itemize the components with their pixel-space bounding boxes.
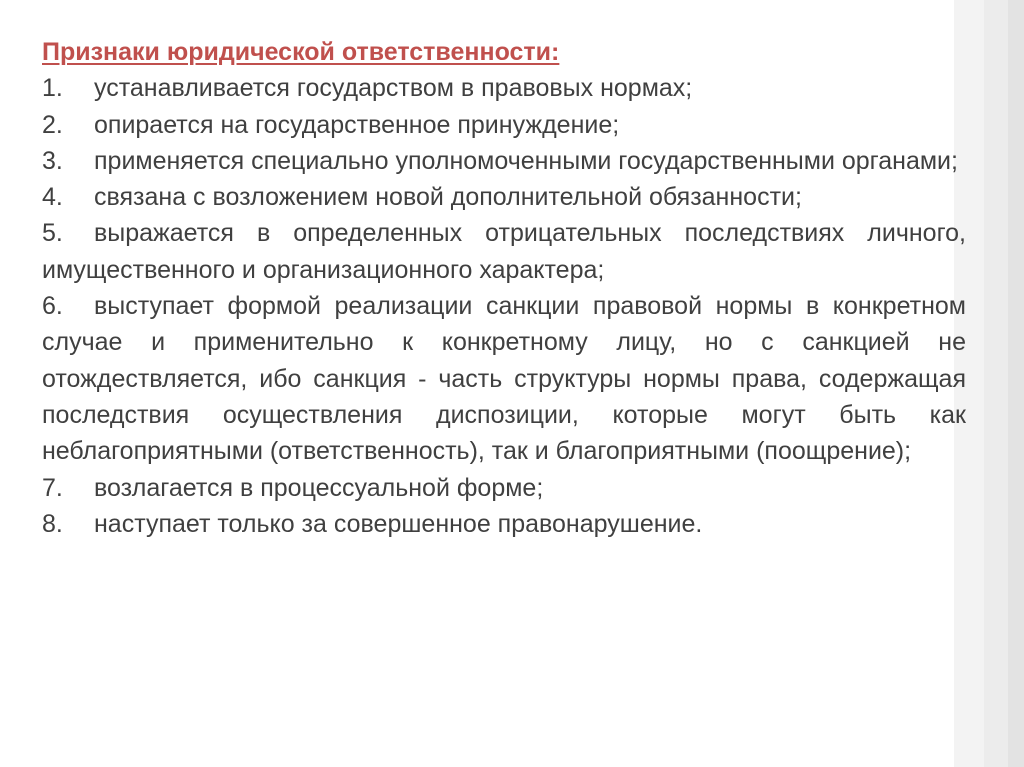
list-item-text: выражается в определенных отрицательных последствиях личного, имущественного и организационного характера;: [42, 219, 966, 284]
list-item: [42, 215, 966, 288]
list-item-number: 7.: [42, 473, 63, 502]
list-item-text: связана с возложением новой дополнительной обязанности;: [94, 183, 802, 212]
list-item: [42, 506, 966, 542]
list-item-text: возлагается в процессуальной форме;: [94, 473, 544, 502]
list-item-text: выступает формой реализации санкции правовой нормы в конкретном случае и применительно к конкретному лицу, но с санкцией не отождествляется, ибо санкция - часть структуры нормы права, содержащая последствия осуществления диспозиции, которые могут быть как неблагоприятными (ответственность), так и благоприятными (поощрение);: [42, 292, 966, 466]
list-item: [42, 107, 966, 143]
list-item: [42, 470, 966, 506]
list-item-text: устанавливается государством в правовых нормах;: [94, 74, 693, 103]
list-item-number: 1.: [42, 74, 63, 103]
slide-title: Признаки юридической ответственности:: [42, 38, 560, 66]
list-item-text: применяется специально уполномоченными государственными органами;: [94, 146, 958, 175]
list-item-number: 3.: [42, 146, 63, 175]
list-item: [42, 143, 966, 179]
list-item-number: 5.: [42, 219, 63, 248]
list-item: [42, 288, 966, 469]
list-item-number: 4.: [42, 183, 63, 212]
list-item-text: наступает только за совершенное правонарушение.: [94, 509, 703, 538]
decorative-side-band-edge: [1008, 0, 1024, 767]
slide-body: [42, 34, 966, 542]
list-item-number: 2.: [42, 110, 63, 139]
list-item-text: опирается на государственное принуждение;: [94, 110, 620, 139]
list-item: [42, 70, 966, 106]
list-item-number: 6.: [42, 292, 63, 321]
list-item-number: 8.: [42, 509, 63, 538]
list-item: [42, 179, 966, 215]
